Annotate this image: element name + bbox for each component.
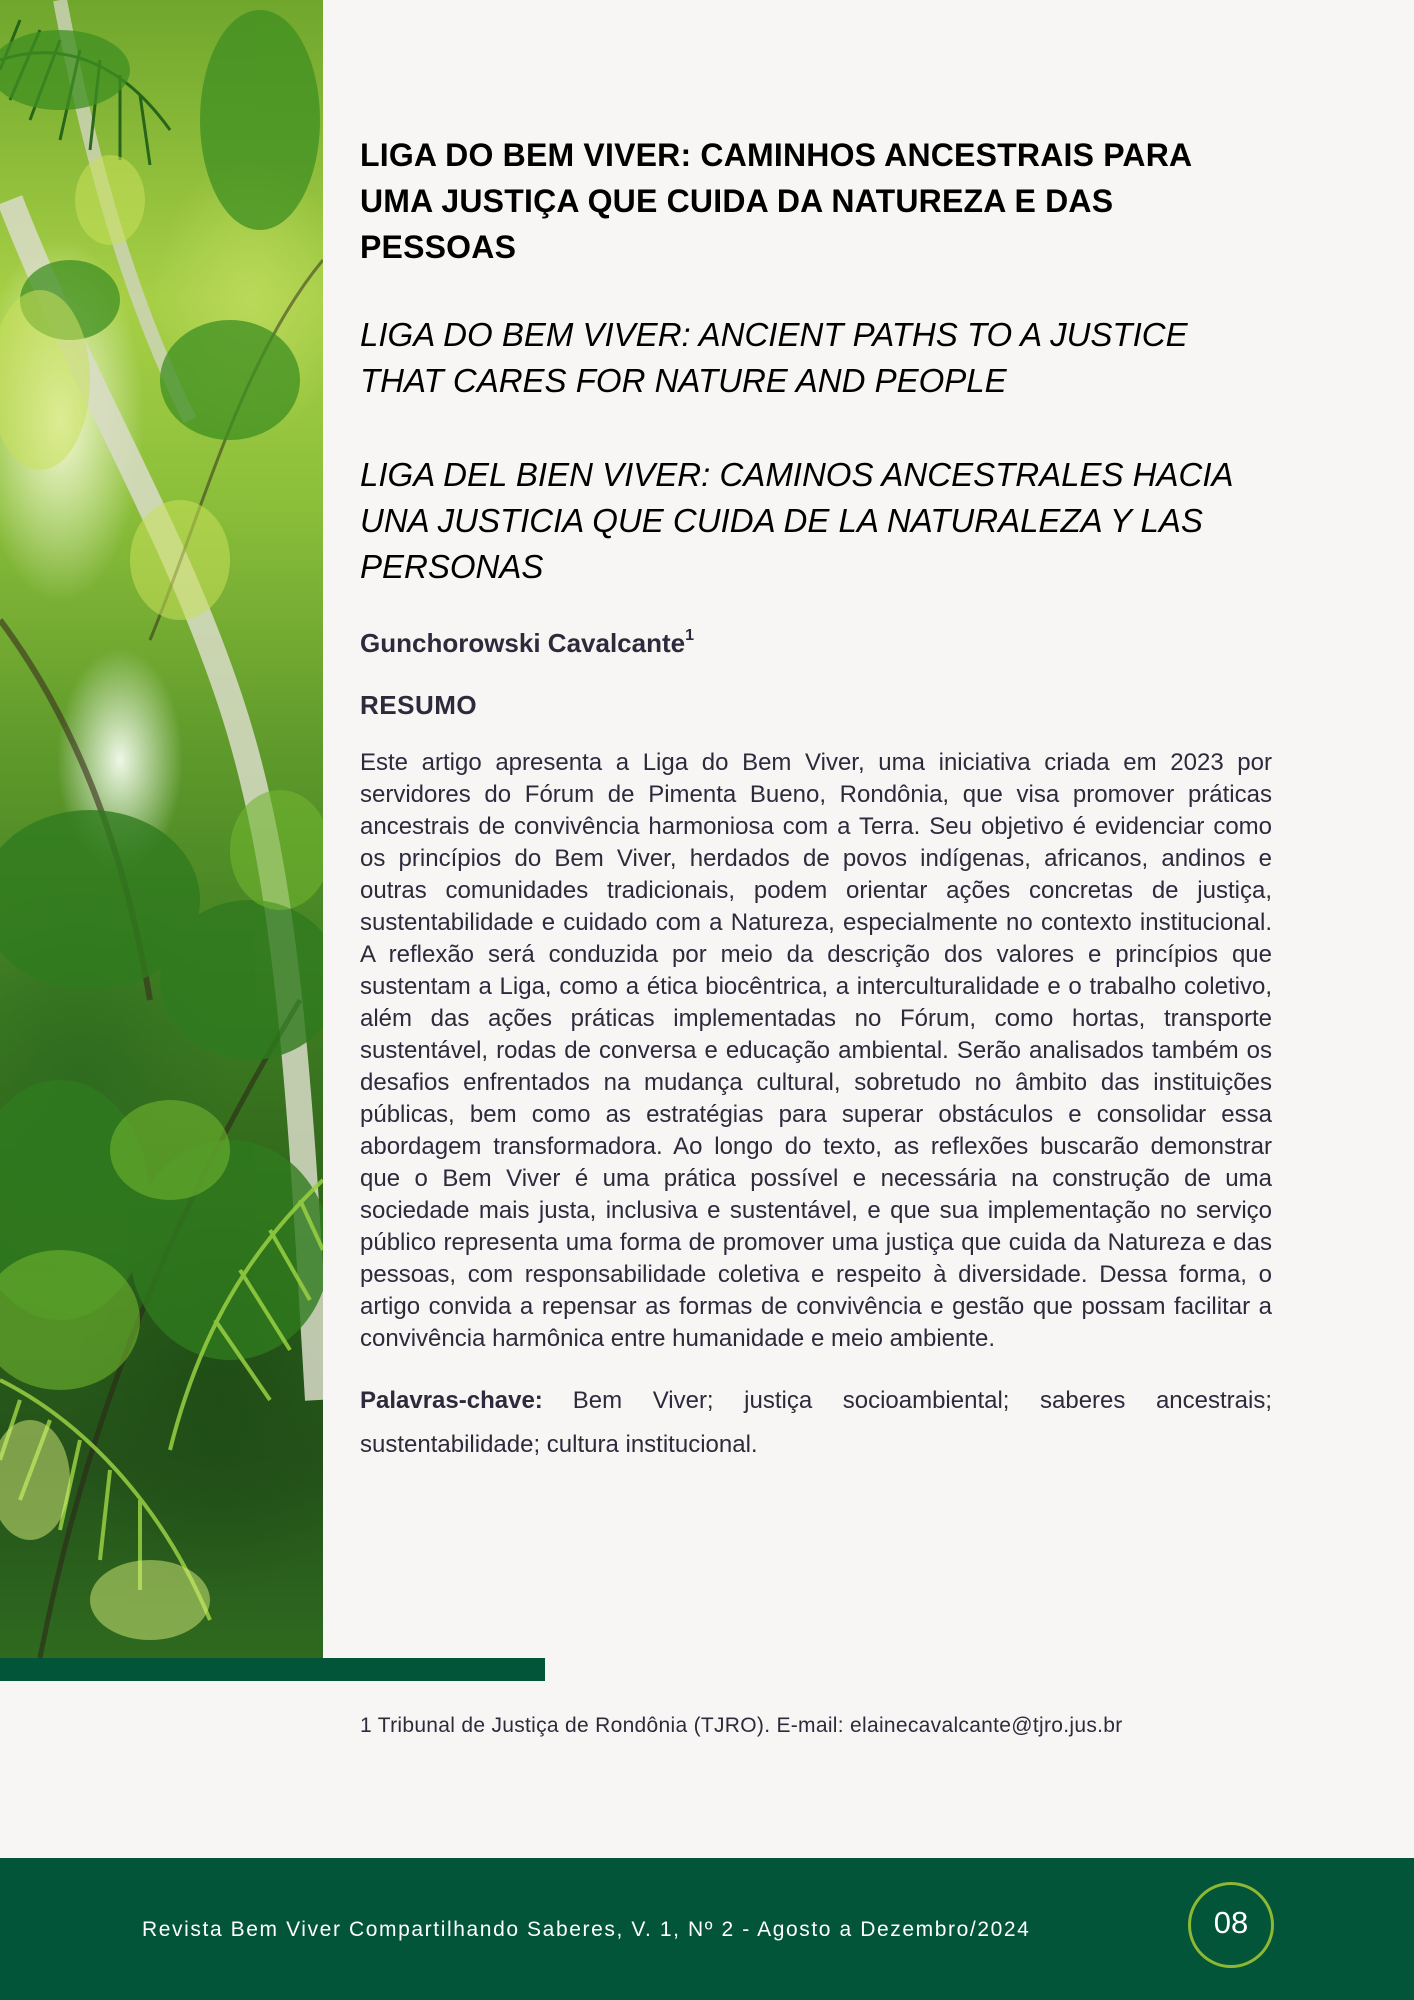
abstract-text: Este artigo apresenta a Liga do Bem Viver, uma iniciativa criada em 2023 por servidores do Fórum de Pimenta Bueno, Rondônia, que visa promover práticas ancestrais de convivência harmoniosa com a Terra. Seu objetivo é evidenciar como os princípios do Bem Viver, herdados de povos indígenas, africanos, andinos e outras comunidades tradicionais, podem orientar ações concretas de justiça, sustentabilidade e cuidado com a Natureza, especialmente no contexto institucional. A reflexão será conduzida por meio da descrição dos valores e princípios que sustentam a Liga, como a ética biocêntrica, a interculturalidade e o trabalho coletivo, além das ações práticas implementadas no Fórum, como hortas, transporte sustentável, rodas de conversa e educação ambiental. Serão analisados também os desafios enfrentados na mudança cultural, sobretudo no âmbito das instituições públicas, bem como as estratégias para superar obstáculos e consolidar essa abordagem transformadora. Ao longo do texto, as reflexões buscarão demonstrar que o Bem Viver é uma prática possível e necessária na construção de uma sociedade mais justa, inclusiva e sustentável, e que sua implementação no serviço público representa uma forma de promover uma justiça que cuida da Natureza e das pessoas, com responsabilidade coletiva e respeito à diversidade. Dessa forma, o artigo convida a repensar as formas de convivência e gestão que possam facilitar a convivência harmônica entre humanidade e meio ambiente. xyxy=(360,749,1272,1352)
keywords-label: Palavras-chave: xyxy=(360,1387,543,1414)
forest-canopy-image xyxy=(0,0,323,1658)
title-english: LIGA DO BEM VIVER: ANCIENT PATHS TO A JUSTICE THAT CARES FOR NATURE AND PEOPLE xyxy=(360,316,1188,399)
footnote: 1 Tribunal de Justiça de Rondônia (TJRO). E-mail: elainecavalcante@tjro.jus.br xyxy=(360,1714,1123,1737)
journal-citation: Revista Bem Viver Compartilhando Saberes, V. 1, Nº 2 - Agosto a Dezembro/2024 xyxy=(142,1918,1031,1941)
page-number: 08 xyxy=(1188,1882,1274,1968)
author-name xyxy=(360,620,1272,659)
article-header xyxy=(360,132,1272,1467)
title-spanish: LIGA DEL BIEN VIVER: CAMINOS ANCESTRALES HACIA UNA JUSTICIA QUE CUIDA DE LA NATURALEZA Y LAS PERSONAS xyxy=(360,456,1233,585)
keywords-text: Bem Viver; justiça socioambiental; saberes ancestrais; sustentabilidade; cultura institucional. xyxy=(360,1387,1272,1458)
author-name-text: Gunchorowski Cavalcante xyxy=(360,628,686,658)
keywords xyxy=(360,1379,1272,1467)
page-footer xyxy=(0,1858,1414,2000)
author-footnote-marker: 1 xyxy=(685,627,695,644)
decorative-green-bar xyxy=(0,1658,545,1681)
abstract-heading: RESUMO xyxy=(360,690,478,720)
title-portuguese: LIGA DO BEM VIVER: CAMINHOS ANCESTRAIS PARA UMA JUSTIÇA QUE CUIDA DA NATUREZA E DAS PESSOAS xyxy=(360,137,1192,265)
